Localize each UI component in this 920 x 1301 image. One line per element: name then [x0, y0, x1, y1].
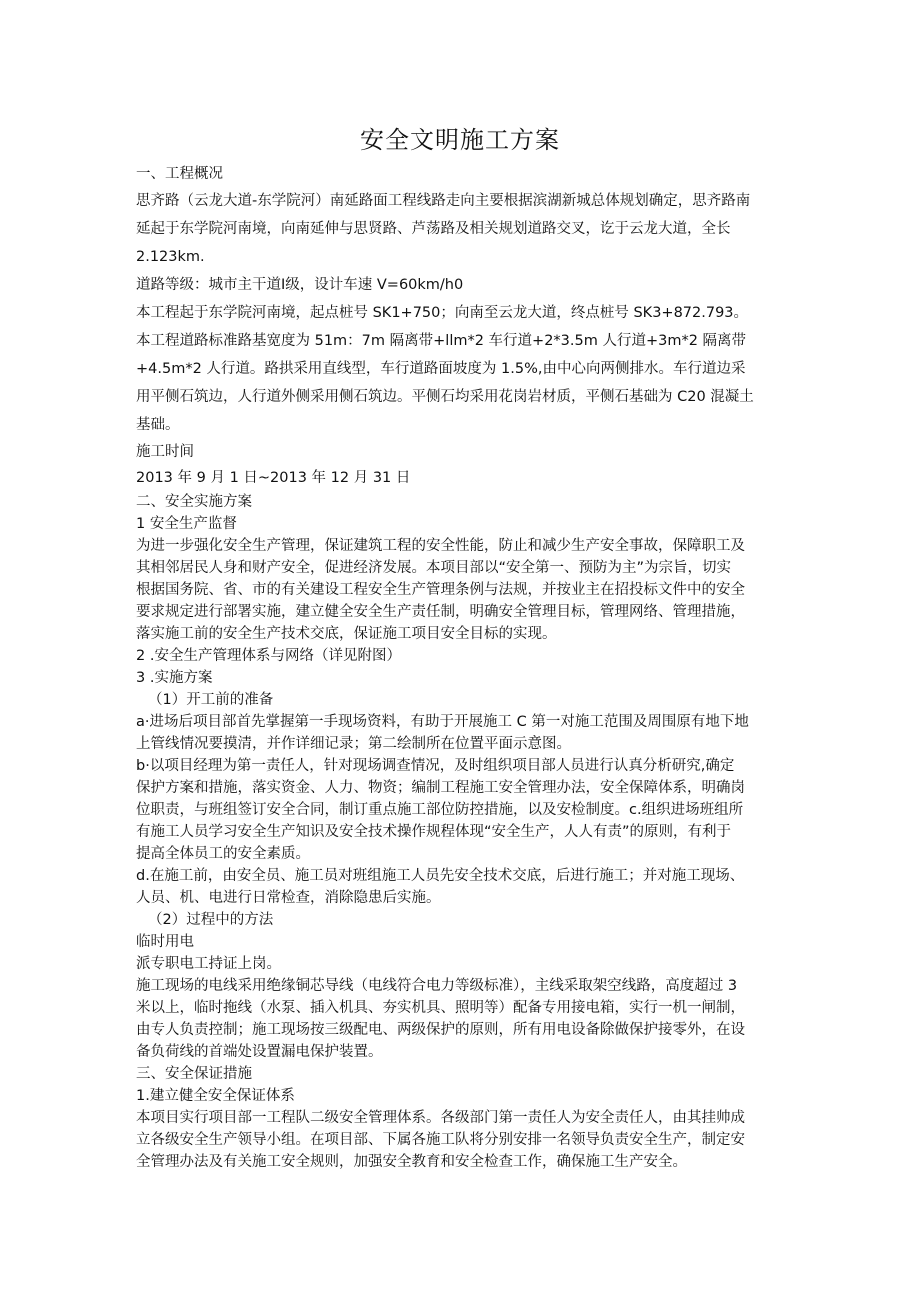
document-title: 安全文明施工方案 [360, 126, 560, 154]
paragraph-line: 本工程起于东学院河南境，起点桩号 SK1+750；向南至云龙大道，终点桩号 SK3+872.793。 [136, 305, 749, 321]
paragraph-line: 位职责，与班组签订安全合同，制订重点施工部位防控措施，以及安检制度。c.组织进场班组所 [136, 802, 744, 818]
subsection-heading: 2 .安全生产管理体系与网络（详见附图） [136, 648, 401, 664]
paragraph-line: 要求规定进行部署实施，建立健全安全生产责任制，明确安全管理目标，管理网络、管理措施， [136, 604, 745, 620]
paragraph-line: 米以上，临时拖线（水泵、插入机具、夯实机具、照明等）配备专用接电箱，实行一机一闸制， [136, 1000, 745, 1016]
paragraph-line: 上管线情况要摸清，并作详细记录；第二绘制所在位置平面示意图。 [136, 736, 571, 752]
subsection-heading: 1.建立健全安全保证体系 [136, 1088, 295, 1104]
paragraph-line: 由专人负责控制；施工现场按三级配电、两级保护的原则，所有用电设备除做保护接零外，在设 [136, 1022, 745, 1038]
sub-item-heading: （1）开工前的准备 [148, 692, 274, 708]
paragraph-line: 延起于东学院河南境，向南延伸与思贤路、芦荡路及相关规划道路交叉，讫于云龙大道，全长 [136, 221, 731, 237]
paragraph-line: 道路等级：城市主干道Ⅰ级，设计车速 V=60km∕h0 [136, 277, 464, 293]
sub-item-heading: （2）过程中的方法 [148, 912, 274, 928]
paragraph-line: 提高全体员工的安全素质。 [136, 846, 310, 862]
paragraph-line: 基础。 [136, 417, 180, 433]
section-heading: 二、安全实施方案 [136, 494, 252, 510]
subsection-heading: 3 .实施方案 [136, 670, 213, 686]
paragraph-line: 派专职电工持证上岗。 [136, 956, 281, 972]
paragraph-line: b·以项目经理为第一责任人，针对现场调查情况，及时组织项目部人员进行认真分析研究,确定 [136, 758, 735, 774]
paragraph-line: 2.123km. [136, 249, 205, 265]
paragraph-line: 立各级安全生产领导小组。在项目部、下属各施工队将分别安排一名领导负责安全生产，制定安 [136, 1132, 745, 1148]
paragraph-line: 全管理办法及有关施工安全规则，加强安全教育和安全检查工作，确保施工生产安全。 [136, 1154, 687, 1170]
paragraph-line: 临时用电 [136, 934, 194, 950]
paragraph-line: 有施工人员学习安全生产知识及安全技术操作规程体现“安全生产，人人有责”的原则，有利于 [136, 824, 732, 840]
subsection-heading: 1 安全生产监督 [136, 516, 237, 532]
paragraph-line: 用平侧石筑边，人行道外侧采用侧石筑边。平侧石均采用花岗岩材质，平侧石基础为 C20 混凝土 [136, 389, 754, 405]
section-heading: 三、安全保证措施 [136, 1066, 252, 1082]
time-value: 2013 年 9 月 1 日~2013 年 12 月 31 日 [136, 470, 411, 486]
paragraph-line: 为进一步强化安全生产管理，保证建筑工程的安全性能，防止和减少生产安全事故，保障职工及 [136, 538, 745, 554]
document-body [136, 163, 792, 1173]
paragraph-line: d.在施工前，由安全员、施工员对班组施工人员先安全技术交底，后进行施工；并对施工现场、 [136, 868, 745, 884]
paragraph-line: 保护方案和措施，落实资金、人力、物资；编制工程施工安全管理办法，安全保障体系，明确岗 [136, 780, 745, 796]
time-label: 施工时间 [136, 444, 194, 460]
paragraph-line: 本项目实行项目部一工程队二级安全管理体系。各级部门第一责任人为安全责任人，由其挂帅成 [136, 1110, 745, 1126]
paragraph-line: 根据国务院、省、市的有关建设工程安全生产管理条例与法规，并按业主在招投标文件中的安全 [136, 582, 745, 598]
paragraph-line: +4.5m*2 人行道。路拱采用直线型，车行道路面坡度为 1.5%,由中心向两侧排水。车行道边采 [136, 361, 746, 377]
paragraph-line: 人员、机、电进行日常检查，消除隐患后实施。 [136, 890, 441, 906]
paragraph-line: 思齐路（云龙大道-东学院河）南延路面工程线路走向主要根据滨湖新城总体规划确定，思齐路南 [136, 193, 751, 209]
section-heading: 一、工程概况 [136, 166, 223, 182]
paragraph-line: 施工现场的电线采用绝缘铜芯导线（电线符合电力等级标准），主线采取架空线路，高度超过 3 [136, 978, 738, 994]
paragraph-line: 备负荷线的首端处设置漏电保护装置。 [136, 1044, 383, 1060]
paragraph-line: 其相邻居民人身和财产安全，促进经济发展。本项目部以“安全第一、预防为主”为宗旨，切实 [136, 560, 732, 576]
paragraph-line: 本工程道路标准路基宽度为 51m：7m 隔离带+llm*2 车行道+2*3.5m 人行道+3m*2 隔离带 [136, 333, 747, 349]
paragraph-line: 落实施工前的安全生产技术交底，保证施工项目安全目标的实现。 [136, 626, 557, 642]
paragraph-line: a·进场后项目部首先掌握第一手现场资料，有助于开展施工 C 第一对施工范围及周围原有地下地 [136, 714, 749, 730]
